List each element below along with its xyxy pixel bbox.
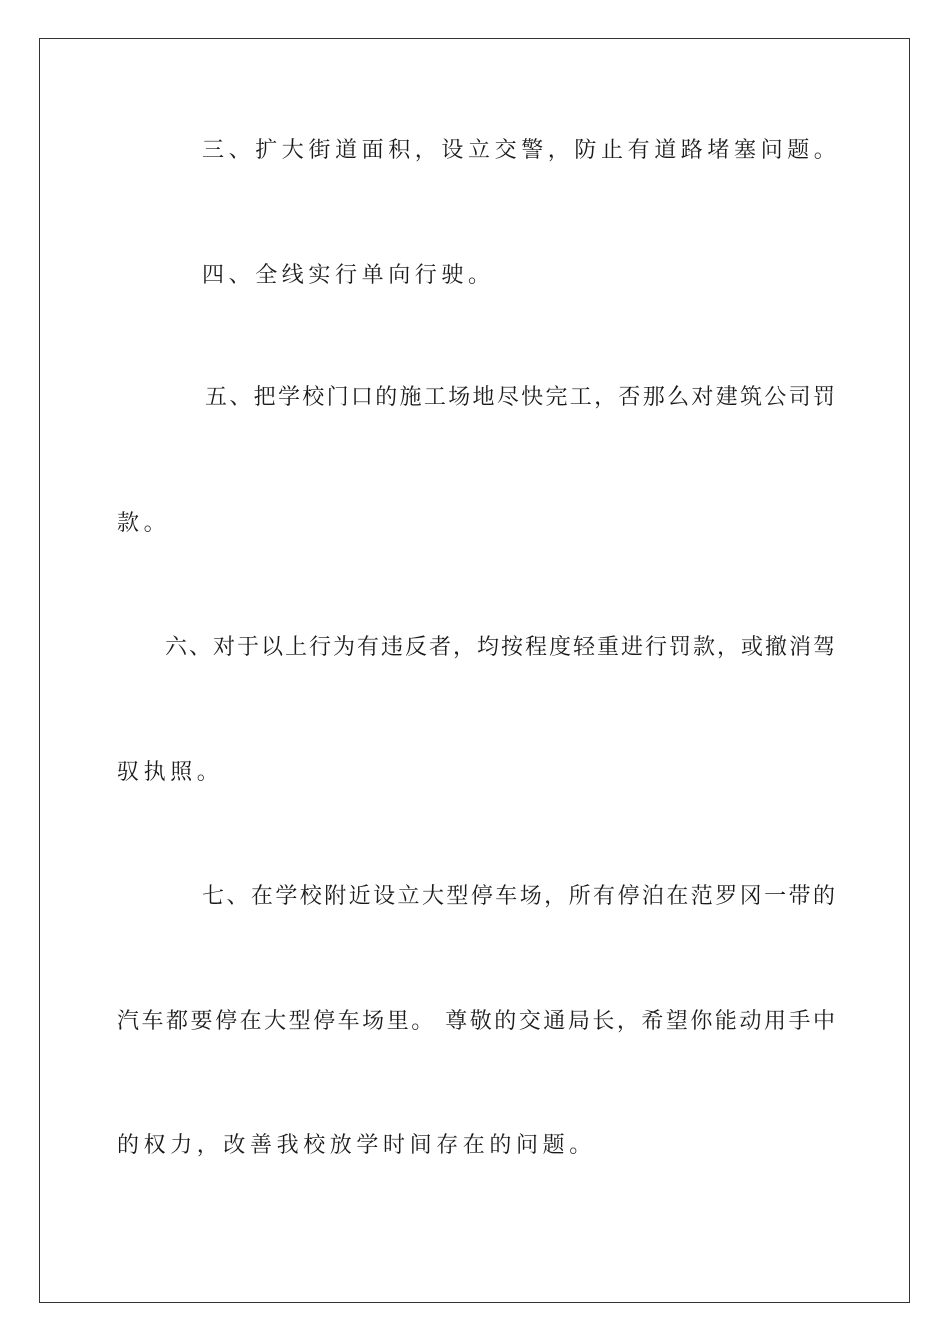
paragraph-item-7-line-3: 的权力，改善我校放学时间存在的问题。: [117, 1133, 596, 1158]
paragraph-item-4: 四、全线实行单向行驶。: [202, 263, 495, 288]
paragraph-item-6-line-1: 六、对于以上行为有违反者，均按程度轻重进行罚款，或撤消驾: [165, 635, 835, 660]
paragraph-item-6-line-2: 驭执照。: [117, 760, 224, 785]
page-frame: [39, 38, 910, 1303]
paragraph-item-7-line-1: 七、在学校附近设立大型停车场，所有停泊在范罗冈一带的: [202, 884, 835, 909]
paragraph-item-3: 三、扩大街道面积，设立交警，防止有道路堵塞问题。: [202, 138, 841, 163]
paragraph-item-5-line-1: 五、把学校门口的施工场地尽快完工，否那么对建筑公司罚: [205, 385, 835, 410]
paragraph-item-7-line-2: 汽车都要停在大型停车场里。 尊敬的交通局长，希望你能动用手中: [117, 1009, 835, 1034]
paragraph-item-5-line-2: 款。: [117, 511, 171, 536]
